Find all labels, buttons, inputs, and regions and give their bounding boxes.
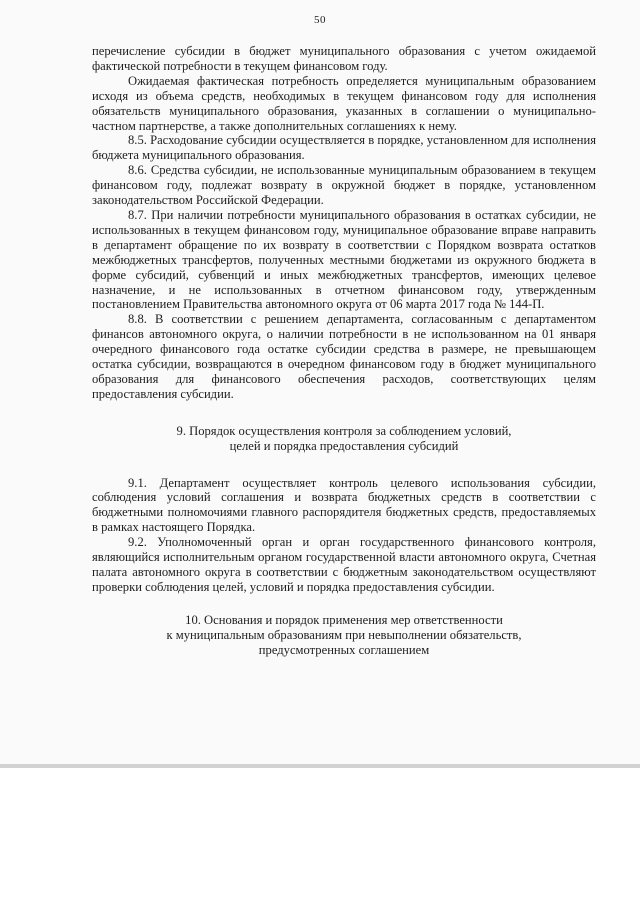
paragraph-8-6: 8.6. Средства субсидии, не использованные муниципальным образованием в текущем финансовом году, подлежат возврату в окружной бюджет в порядке, установленном законодательством Российской Федерации.: [92, 163, 596, 208]
paragraph-9-2: 9.2. Уполномоченный орган и орган государственного финансового контроля, являющийся исполнительным органом государственной власти автономного округа, Счетная палата автономного округа в соответствии с бюджетным законодательством осуществляют проверки соблюдения целей, условий и порядка предоставления субсидии.: [92, 535, 596, 594]
paragraph-8-7: 8.7. При наличии потребности муниципального образования в остатках субсидии, не использованных в текущем финансовом году, муниципальное образование вправе направить в департамент обращение по их возврату в соответствии с Порядком возврата остатков межбюджетных трансфертов, полученных местными бюджетами из окружного бюджета в форме субсидий, субвенций и иных межбюджетных трансфертов, имеющих целевое назначение, и не использованных в отчетном финансовом году, утвержденным постановлением Правительства автономного округа от 06 марта 2017 года № 144-П.: [92, 207, 596, 312]
section-10-heading: [92, 613, 596, 658]
paragraph-continuation: перечисление субсидии в бюджет муниципального образования с учетом ожидаемой фактической потребности в текущем финансовом году.: [92, 44, 596, 73]
paragraph-8-5: 8.5. Расходование субсидии осуществляется в порядке, установленном для исполнения бюджета муниципального образования.: [92, 133, 596, 163]
section-9-heading-line: целей и порядка предоставления субсидий: [229, 438, 459, 453]
section-10-heading-line: предусмотренных соглашением: [258, 642, 430, 657]
section-10-heading-line: 10. Основания и порядок применения мер ответственности: [185, 612, 503, 627]
page-number: 50: [314, 14, 326, 26]
section-9-heading-line: 9. Порядок осуществления контроля за соблюдением условий,: [176, 423, 512, 438]
section-9-heading: [92, 424, 596, 454]
paragraph-expected-need: Ожидаемая фактическая потребность определяется муниципальным образованием исходя из объема средств, необходимых в текущем финансовом году для исполнения обязательств муниципального образования, указанных в соглашении о муниципально-частном партнерстве, а также дополнительных соглашениях к нему.: [92, 73, 596, 133]
blank-area: [0, 772, 640, 905]
document-body: [92, 44, 596, 658]
paragraph-9-1: 9.1. Департамент осуществляет контроль целевого использования субсидии, соблюдения условий соглашения и возврата бюджетных средств в соответствии с бюджетными полномочиями главного распорядителя бюджетных средств, предоставляемых в рамках настоящего Порядка.: [92, 475, 596, 535]
paragraph-8-8: 8.8. В соответствии с решением департамента, согласованным с департаментом финансов автономного округа, о наличии потребности в не использованном на 01 января очередного финансового года остатке субсидии средства в размере, не превышающем остатка субсидии, возвращаются в очередном финансовом году в бюджет муниципального образования для финансового обеспечения расходов, соответствующих целям предоставления субсидии.: [92, 312, 596, 401]
section-10-heading-line: к муниципальным образованиям при невыполнении обязательств,: [166, 627, 522, 642]
